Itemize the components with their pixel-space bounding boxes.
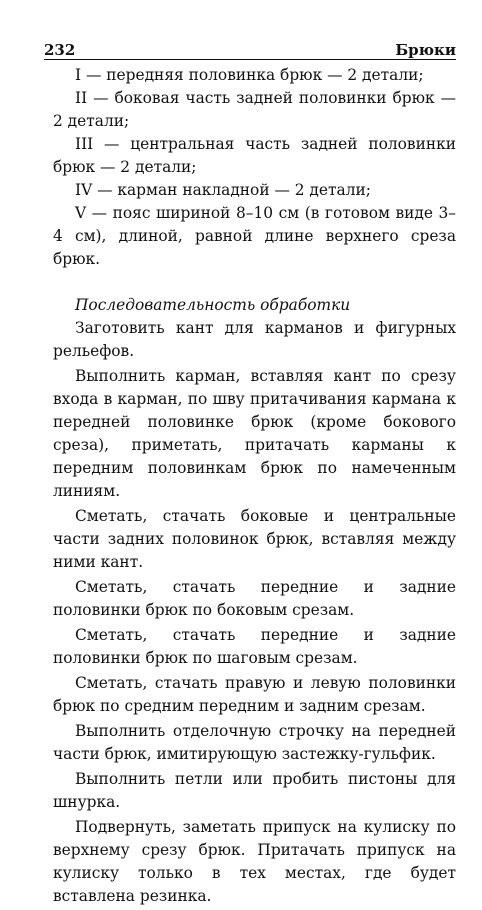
procedure-step: Сметать, стачать правую и левую половинки брюк по средним передним и задним срезам. xyxy=(53,674,456,715)
parts-list-item: III — центральная часть задней половинки брюк — 2 детали; xyxy=(53,135,456,176)
page-number: 232 xyxy=(44,41,76,59)
procedure-steps xyxy=(53,317,456,908)
procedure-step: Выполнить петли или пробить пистоны для шнурка. xyxy=(53,770,456,811)
procedure-heading: Последовательность обработки xyxy=(75,296,351,314)
section-title: Брюки xyxy=(395,41,456,59)
parts-list-item: V — пояс шириной 8–10 см (в готовом виде 3–4 см), длиной, равной длине верхнего среза брюк. xyxy=(53,204,456,268)
parts-list-item: I — передняя половинка брюк — 2 детали; xyxy=(75,66,424,84)
section-spacer xyxy=(53,271,456,294)
page-body xyxy=(53,64,456,910)
procedure-step: Сметать, стачать передние и задние половинки брюк по боковым срезам. xyxy=(53,578,456,619)
running-header xyxy=(44,34,456,60)
procedure-step: Сметать, стачать передние и задние половинки брюк по шаговым срезам. xyxy=(53,626,456,667)
procedure-step: Подвернуть, заметать припуск на кулиску по верхнему срезу брюк. Притачать припуск на кулиску только в тех местах, где будет вставлена резинка. xyxy=(53,818,456,905)
procedure-step: Сметать, стачать боковые и центральные части задних половинок брюк, вставляя между ними кант. xyxy=(53,507,456,571)
procedure-step: Выполнить карман, вставляя кант по срезу входа в карман, по шву притачивания кармана к передней половинке брюк (кроме бокового среза), приметать, притачать карманы к передним половинкам брюк по намеченным линиям. xyxy=(53,367,456,500)
parts-list xyxy=(53,64,456,271)
parts-list-item: IV — карман накладной — 2 детали; xyxy=(75,181,371,199)
parts-list-item: II — боковая часть задней половинки брюк — 2 детали; xyxy=(53,89,456,130)
procedure-step: Заготовить кант для карманов и фигурных рельефов. xyxy=(53,319,456,360)
procedure-step: Выполнить отделочную строчку на передней части брюк, имитирующую застежку-гульфик. xyxy=(53,722,456,763)
header-rule xyxy=(44,59,456,60)
